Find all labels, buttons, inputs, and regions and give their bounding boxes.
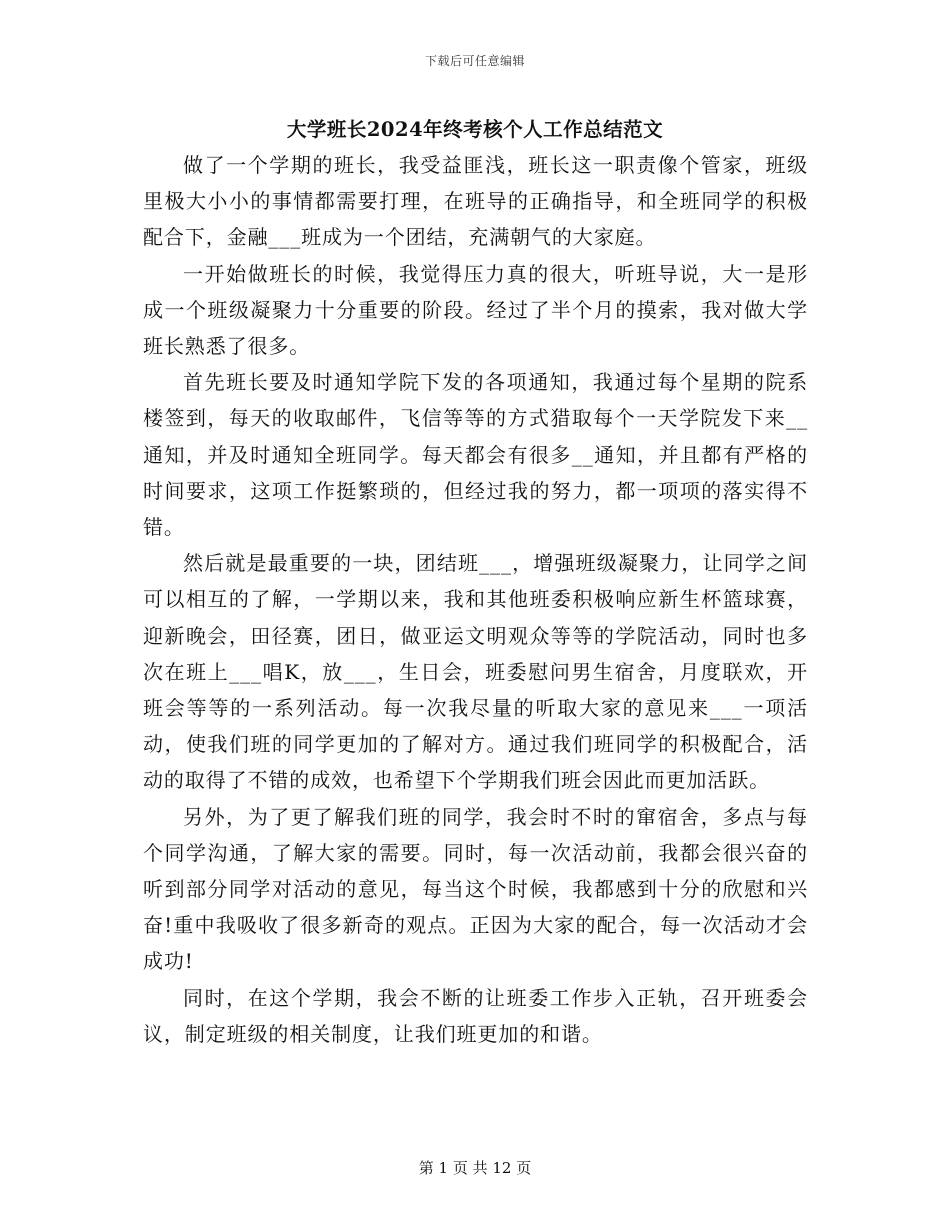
document-body — [143, 147, 808, 1052]
paragraph-6: 同时，在这个学期，我会不断的让班委工作步入正轨，召开班委会议，制定班级的相关制度，让我们班更加的和谐。 — [143, 985, 808, 1046]
paragraph-5: 另外，为了更了解我们班的同学，我会时不时的窜宿舍，多点与每个同学沟通，了解大家的需要。同时，每一次活动前，我都会很兴奋的听到部分同学对活动的意见，每当这个时候，我都感到十分的欣慰和兴奋!重中我吸收了很多新奇的观点。正因为大家的配合，每一次活动才会成功! — [143, 804, 808, 974]
paragraph-3: 首先班长要及时通知学院下发的各项通知，我通过每个星期的院系楼签到，每天的收取邮件，飞信等等的方式猎取每个一天学院发下来__通知，并及时通知全班同学。每天都会有很多__通知，并且都有严格的时间要求，这项工作挺繁琐的，但经过我的努力，都一项项的落实得不错。 — [143, 370, 808, 540]
document-title: 大学班长2024年终考核个人工作总结范文 — [286, 118, 664, 141]
paragraph-1: 做了一个学期的班长，我受益匪浅，班长这一职责像个管家，班级里极大小小的事情都需要打理，在班导的正确指导，和全班同学的积极配合下，金融___班成为一个团结，充满朝气的大家庭。 — [143, 153, 808, 250]
paragraph-2: 一开始做班长的时候，我觉得压力真的很大，听班导说，大一是形成一个班级凝聚力十分重要的阶段。经过了半个月的摸索，我对做大学班长熟悉了很多。 — [143, 261, 808, 359]
page-number: 第 1 页 共 12 页 — [418, 1159, 532, 1177]
paragraph-4: 然后就是最重要的一块，团结班___，增强班级凝聚力，让同学之间可以相互的了解，一学期以来，我和其他班委积极响应新生杯篮球赛，迎新晚会，田径赛，团日，做亚运文明观众等等的学院活动，同时也多次在班上___唱K，放___，生日会，班委慰问男生宿舍，月度联欢，开班会等等的一系列活动。每一次我尽量的听取大家的意见来___一项活动，使我们班的同学更加的了解对方。通过我们班同学的积极配合，活动的取得了不错的成效，也希望下个学期我们班会因此而更加活跃。 — [143, 551, 808, 793]
download-note: 下载后可任意编辑 — [424, 54, 525, 68]
